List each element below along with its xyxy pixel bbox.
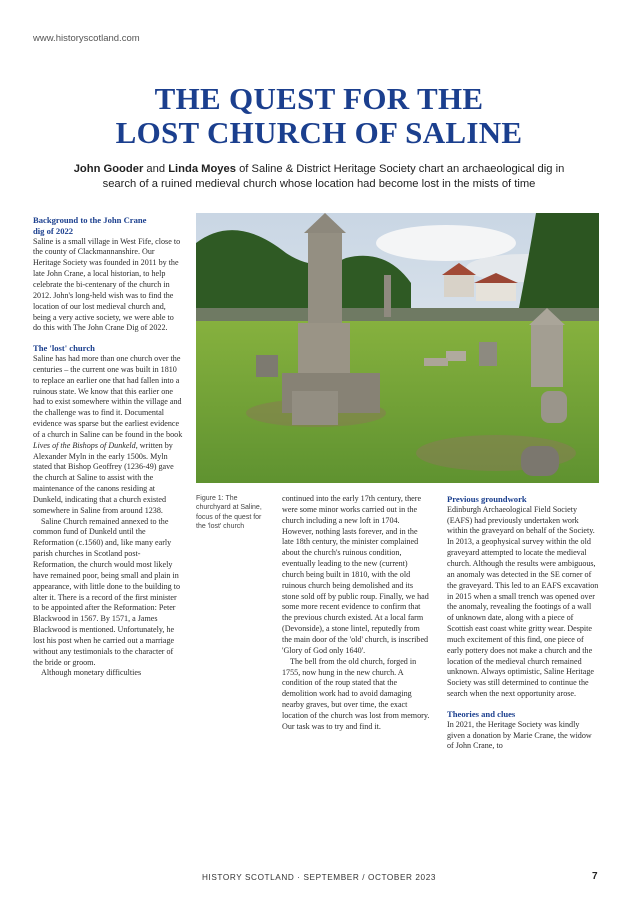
standfirst-line-1: of Saline & District Heritage Society chart an archaeological dig in — [239, 163, 565, 175]
paragraph: Although monetary difficulties — [41, 668, 142, 678]
text-column-1 — [33, 215, 183, 679]
paragraph: In 2021, the Heritage Society was kindly given a donation by Marie Crane, the widow of John Crane, to — [447, 719, 592, 751]
site-url: www.historyscotland.com — [33, 33, 140, 44]
article-title — [0, 82, 638, 150]
paragraph: Saline is a small village in West Fife, close to the county of Clackmannanshire. Our Heritage Society was founded in 2011 by the late John Crane, a local historian, to help celebrate the bi-centenary of the church in 2012. John's long-held wish was to find the location of our lost medieval church and, being a very active society, we were able to do this with The John Crane Dig of 2022. — [33, 236, 181, 333]
standfirst — [33, 162, 605, 192]
magazine-footer: HISTORY SCOTLAND · SEPTEMBER / OCTOBER 2023 — [201, 873, 437, 882]
churchyard-photo — [196, 213, 599, 483]
author-2: Linda Moyes — [168, 163, 236, 175]
paragraph: continued into the early 17th century, there were some minor works carried out in the church including a new loft in 1704. However, nothing lasts forever, and in the late 18th century, the minister complained about the church's ruinous condition, eventually leading to the new (current) church being built in 1810, with the old ruinous church being demolished and its stone sold off by public roup. Finally, we had some more recent evidence to confirm that the previous church existed. At a local farm (Devonside), a stone lintel, reputedly from the main door of the 'old' church, is inscribed 'Glory of God only 1640'. — [282, 494, 429, 655]
heading-lost-church: The 'lost' church — [33, 343, 95, 354]
paragraph: Saline Church remained annexed to the common fund of Dunkeld until the Reformation (c.1560) and, like many early parish churches in Scotland post-Reformation, the church would most likely have remained poor, being small and plain in appearance, with little done to the building to alter it. There is a record of the first minister to be appointed after the Reformation: Peter Blackwood in 1567. By 1571, a James Blackwood is mentioned. Unfortunately, he lost his post when he carried out a marriage without any testimonials to the character of the bride or groom. — [33, 516, 180, 667]
paragraph: Edinburgh Archaeological Field Society (EAFS) had previously undertaken work within the graveyard on behalf of the Society. In 2013, a geophysical survey within the old graveyard attempted to locate the medieval church. Although the results were ambiguous, an anomaly was detected in the SE corner of the graveyard. This led to an EAFS excavation in 2015 when a small trench was opened over the anomaly, revealing the footings of a wall of unknown date, along with a piece of Scottish east coast white gritty wear. Despite much excitement of this find, one piece of early pottery does not make a church and the location of the medieval church remained unknown. Always optimistic, Saline Heritage Society was still determined to continue the search when the next opportunity arose. — [447, 504, 599, 699]
title-line-1: THE QUEST FOR THE — [154, 81, 484, 116]
title-line-2: LOST CHURCH OF SALINE — [115, 115, 523, 150]
page-number: 7 — [592, 871, 598, 882]
text-column-2 — [282, 494, 430, 733]
figure-caption: Figure 1: The churchyard at Saline, focus of the quest for the 'lost' church — [196, 495, 262, 531]
standfirst-and: and — [146, 163, 166, 175]
text-column-3 — [447, 494, 599, 752]
heading-theories-clues: Theories and clues — [447, 708, 516, 719]
heading-background: Background to the John Crane dig of 2022 — [33, 215, 147, 236]
paragraph: The bell from the old church, forged in 1755, now hung in the new church. A condition of the roup stated that the demolition work had to avoid damaging nearby graves, but over time, the exact location of the church was lost from memory. Our task was to try and find it. — [282, 656, 430, 731]
paragraph: Saline has had more than one church over the centuries – the current one was built in 1810 to replace an earlier one that had fallen into a ruinous state. We know that this earlier one had to exist somewhere within the village and the challenge was to find it. Documental evidence was sparse but the earliest evidence of a church in Saline can be found in the book Lives of the Bishops of Dunkeld, written by Alexander Myln in the early 1500s. Myln stated that Bishop Geoffrey (1236-49) gave the church at Saline to assist with the maintenance of the canons residing at Dunkeld, indicating that a church existed somewhere in Saline from around 1238. — [33, 353, 183, 515]
book-title: Lives of the Bishops of Dunkeld — [33, 440, 136, 450]
standfirst-line-2: search of a ruined medieval church whose location had become lost in the mists of time — [102, 178, 536, 190]
heading-previous-groundwork: Previous groundwork — [447, 494, 527, 504]
author-1: John Gooder — [73, 163, 144, 175]
